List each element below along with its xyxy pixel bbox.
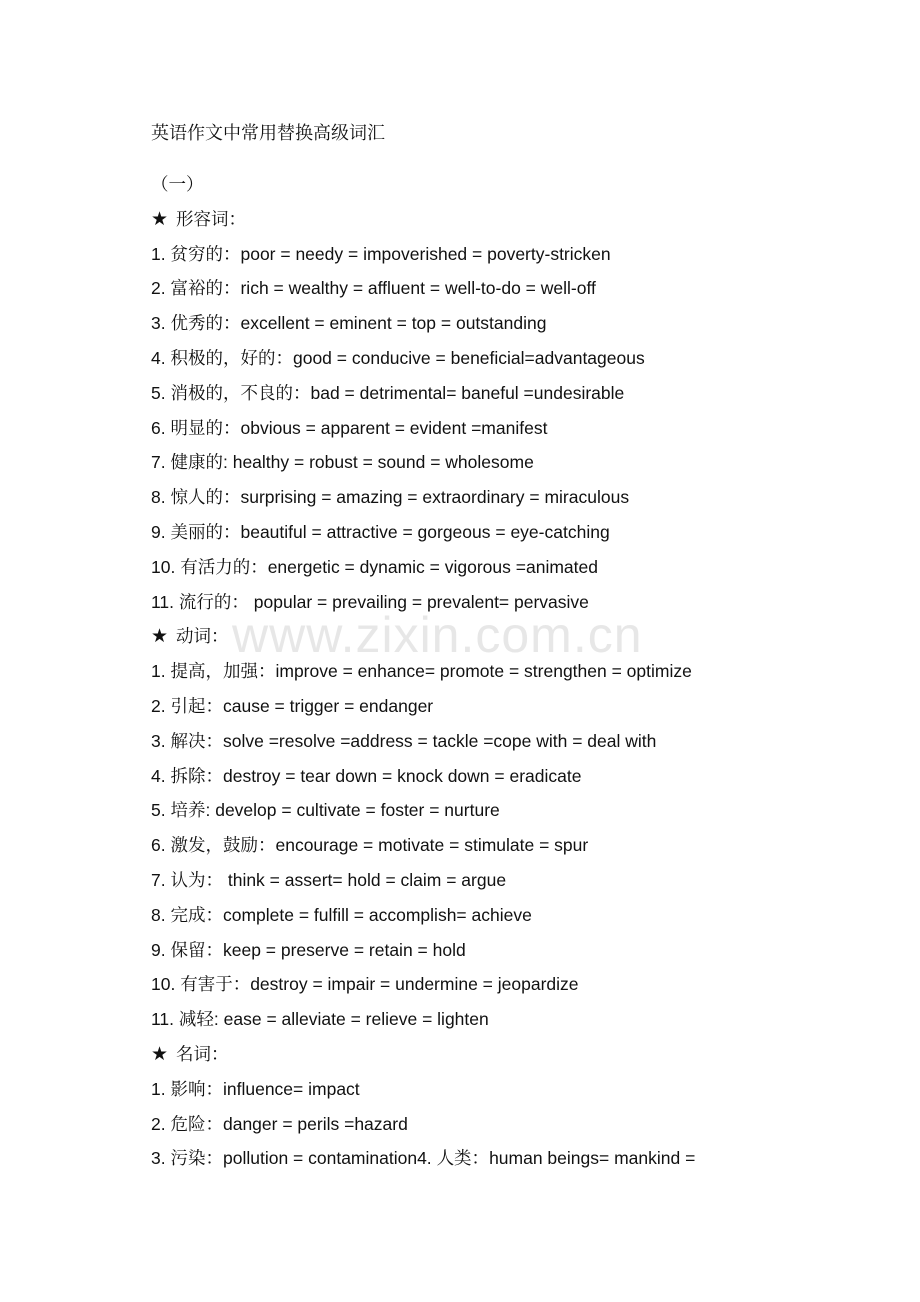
list-item <box>151 445 911 480</box>
item-number: 2. <box>151 278 166 299</box>
item-chinese-term: 污染： <box>170 1149 223 1170</box>
watermark: www.zixin.com.cn <box>232 607 643 663</box>
item-english-synonyms: : develop = cultivate = foster = nurture <box>205 800 500 821</box>
category-heading <box>151 202 911 237</box>
star-icon: ★ <box>151 1043 169 1065</box>
item-english-synonyms: poor = needy = impoverished = poverty-stricken <box>240 243 611 264</box>
item-chinese-term: 人类： <box>436 1149 490 1170</box>
item-chinese-term: 减轻 <box>178 1010 214 1031</box>
item-number: 10. <box>151 974 176 995</box>
item-chinese-term: 拆除： <box>170 766 223 787</box>
item-english-synonyms: destroy = impair = undermine = jeopardize <box>250 974 579 995</box>
list-item <box>151 1072 911 1107</box>
item-english-synonyms: influence= impact <box>222 1078 360 1099</box>
item-chinese-term: 激发，鼓励： <box>170 836 276 857</box>
section-number: （一） <box>151 175 204 195</box>
item-number: 4. <box>151 347 166 368</box>
category-heading <box>151 619 911 654</box>
list-item <box>151 306 911 341</box>
item-english-synonyms: bad = detrimental= baneful =undesirable <box>310 382 625 403</box>
item-number: 5. <box>151 382 166 403</box>
item-number: 3. <box>151 730 166 751</box>
vocabulary-list <box>151 167 911 1176</box>
item-english-synonyms: improve = enhance= promote = strengthen = optimize <box>275 661 692 682</box>
item-number: 1. <box>151 243 166 264</box>
item-number: 11. <box>151 591 175 612</box>
list-item <box>151 271 911 306</box>
item-number: 3. <box>151 1148 166 1169</box>
item-english-synonyms: complete = fulfill = accomplish= achieve <box>222 904 532 925</box>
item-english-synonyms: destroy = tear down = knock down = eradicate <box>222 765 582 786</box>
item-chinese-term: 培养 <box>170 801 206 822</box>
list-item <box>151 585 911 620</box>
item-english-synonyms: rich = wealthy = affluent = well-to-do = well-off <box>240 278 596 299</box>
item-number: 4. <box>417 1148 432 1169</box>
item-chinese-term: 健康的 <box>170 453 223 474</box>
item-number: 8. <box>151 487 166 508</box>
list-item <box>151 1107 911 1142</box>
item-chinese-term: 流行的： <box>178 592 249 613</box>
document-title: 英语作文中常用替换高级词汇 <box>151 123 385 144</box>
item-english-synonyms: encourage = motivate = stimulate = spur <box>275 835 589 856</box>
item-chinese-term: 积极的，好的： <box>170 348 293 369</box>
section-heading <box>151 167 911 202</box>
item-number: 5. <box>151 800 166 821</box>
list-item <box>151 898 911 933</box>
list-item <box>151 759 911 794</box>
item-chinese-term: 提高，加强： <box>170 662 276 683</box>
category-label: 形容词： <box>176 209 247 230</box>
list-item <box>151 654 911 689</box>
item-english-synonyms: excellent = eminent = top = outstanding <box>240 313 547 334</box>
item-number: 2. <box>151 1113 166 1134</box>
item-number: 1. <box>151 1078 166 1099</box>
item-english-synonyms: keep = preserve = retain = hold <box>222 939 466 960</box>
list-item <box>151 376 911 411</box>
list-item <box>151 793 911 828</box>
list-item <box>151 863 911 898</box>
item-english-synonyms: solve =resolve =address = tackle =cope with = deal with <box>222 730 657 751</box>
item-number: 10. <box>151 556 176 577</box>
list-item <box>151 967 911 1002</box>
item-number: 9. <box>151 521 166 542</box>
item-chinese-term: 完成： <box>170 905 223 926</box>
item-chinese-term: 富裕的： <box>170 279 241 300</box>
item-chinese-term: 明显的： <box>170 418 241 439</box>
star-icon: ★ <box>151 626 169 648</box>
list-item <box>151 237 911 272</box>
list-item <box>151 550 911 585</box>
category-heading <box>151 1037 911 1072</box>
list-item <box>151 724 911 759</box>
item-number: 7. <box>151 869 166 890</box>
item-number: 3. <box>151 313 166 334</box>
item-english-synonyms: obvious = apparent = evident =manifest <box>240 417 548 438</box>
item-number: 4. <box>151 765 166 786</box>
list-item <box>151 341 911 376</box>
item-english-synonyms: beautiful = attractive = gorgeous = eye-catching <box>240 521 610 542</box>
item-chinese-term: 贫穷的： <box>170 244 241 265</box>
item-number: 6. <box>151 417 166 438</box>
item-chinese-term: 优秀的： <box>170 314 241 335</box>
list-item <box>151 828 911 863</box>
item-chinese-term: 影响： <box>170 1079 223 1100</box>
item-english-synonyms: danger = perils =hazard <box>222 1113 408 1134</box>
item-english-synonyms: think = assert= hold = claim = argue <box>222 869 507 890</box>
item-chinese-term: 消极的，不良的： <box>170 383 311 404</box>
item-number: 9. <box>151 939 166 960</box>
item-number: 11. <box>151 1009 175 1030</box>
item-chinese-term: 引起： <box>170 696 223 717</box>
item-english-synonyms: popular = prevailing = prevalent= pervasive <box>248 591 589 612</box>
list-item <box>151 480 911 515</box>
item-chinese-term: 危险： <box>170 1114 223 1135</box>
item-chinese-term: 惊人的： <box>170 488 241 509</box>
item-number: 1. <box>151 661 166 682</box>
item-number: 7. <box>151 452 166 473</box>
item-chinese-term: 认为： <box>170 870 223 891</box>
item-english-synonyms: pollution = contamination <box>222 1148 418 1169</box>
list-item <box>151 933 911 968</box>
item-english-synonyms: : healthy = robust = sound = wholesome <box>222 452 534 473</box>
item-number: 2. <box>151 695 166 716</box>
category-label: 名词： <box>176 1044 229 1065</box>
item-chinese-term: 有活力的： <box>180 557 268 578</box>
item-english-synonyms: energetic = dynamic = vigorous =animated <box>267 556 598 577</box>
item-english-synonyms: good = conducive = beneficial=advantageous <box>292 347 645 368</box>
item-english-synonyms: surprising = amazing = extraordinary = miraculous <box>240 487 630 508</box>
list-item <box>151 1002 911 1037</box>
item-english-synonyms: human beings= mankind = <box>489 1148 696 1169</box>
list-item <box>151 411 911 446</box>
item-chinese-term: 有害于： <box>180 975 251 996</box>
item-number: 8. <box>151 904 166 925</box>
list-item <box>151 515 911 550</box>
item-english-synonyms: : ease = alleviate = relieve = lighten <box>213 1009 489 1030</box>
item-english-synonyms: cause = trigger = endanger <box>222 695 434 716</box>
category-label: 动词： <box>176 627 229 648</box>
list-item <box>151 689 911 724</box>
star-icon: ★ <box>151 208 169 230</box>
list-item <box>151 1141 911 1176</box>
item-number: 6. <box>151 835 166 856</box>
item-chinese-term: 保留： <box>170 940 223 961</box>
item-chinese-term: 美丽的： <box>170 522 241 543</box>
item-chinese-term: 解决： <box>170 731 223 752</box>
